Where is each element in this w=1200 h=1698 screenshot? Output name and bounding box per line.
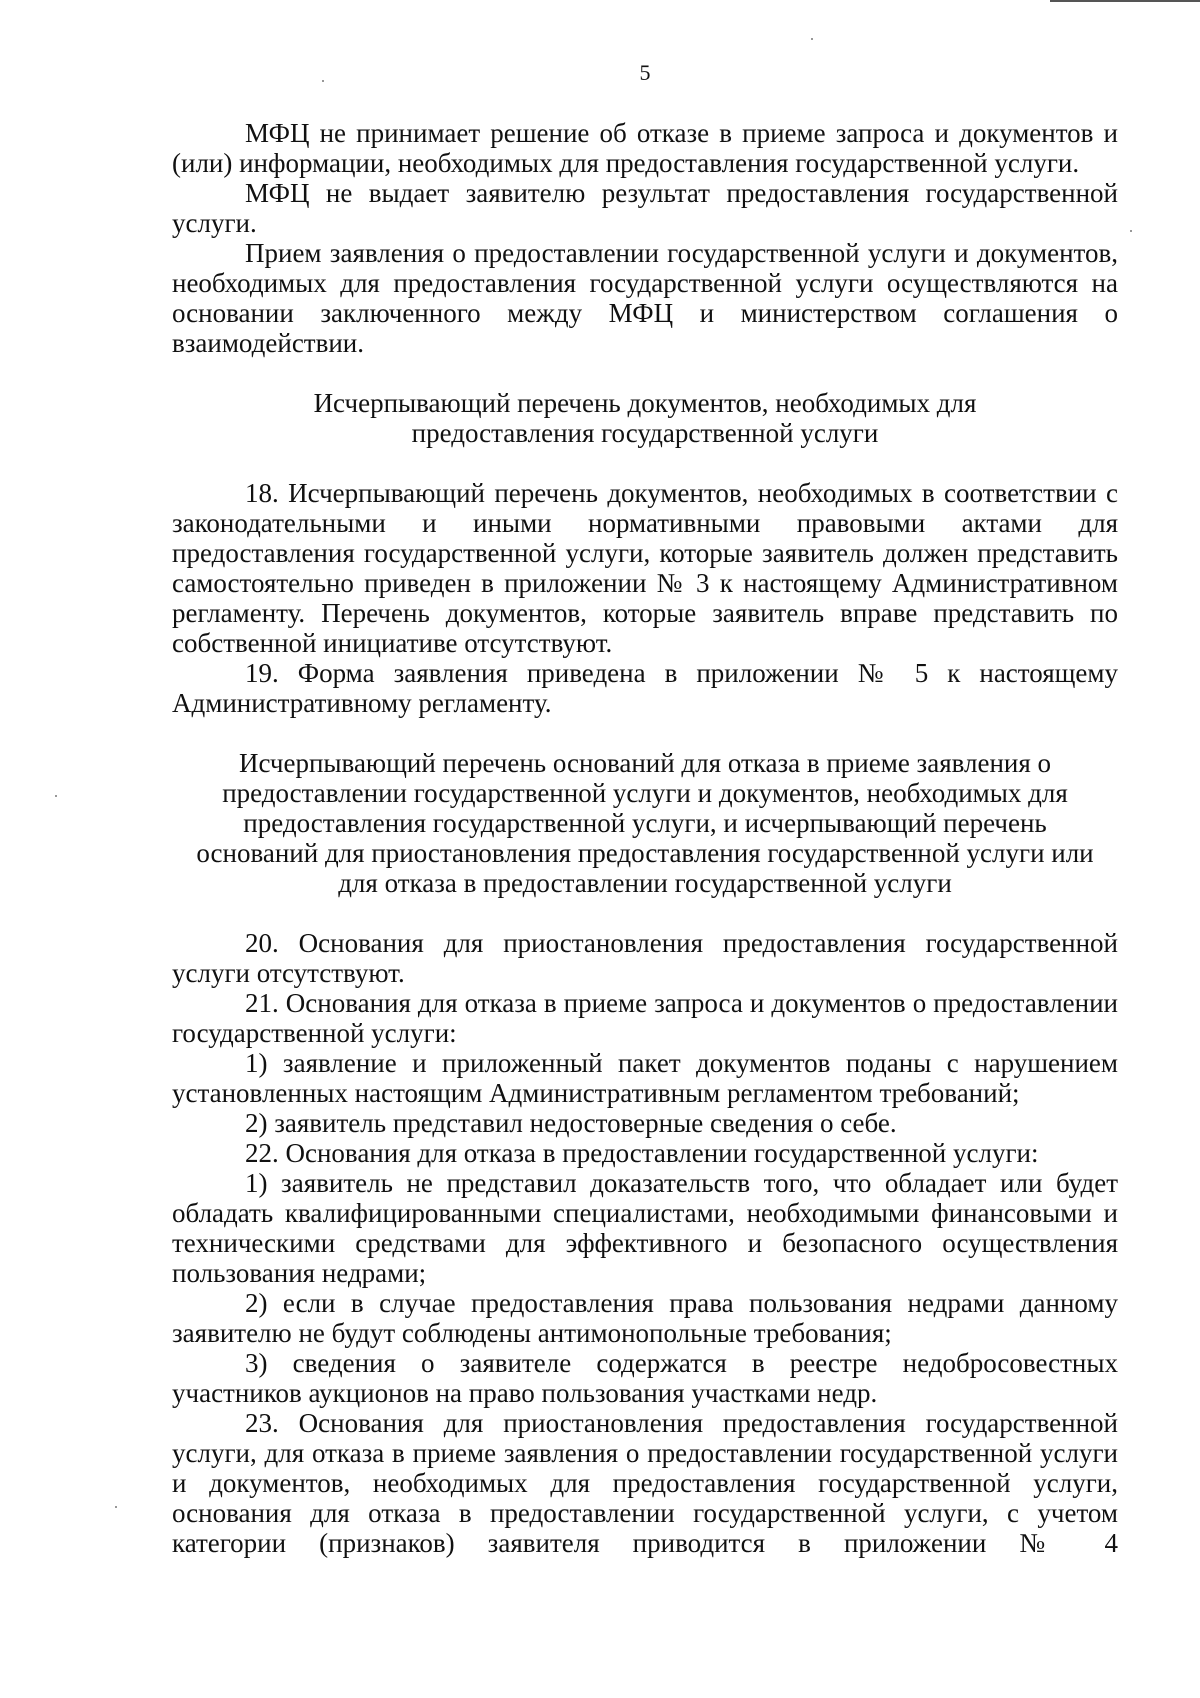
list-item: 2) если в случае предоставления права пользования недрами данному заявителю не будут соблюдены антимонопольные требования;: [172, 1288, 1118, 1348]
heading-line: для отказа в предоставлении государственной услуги: [338, 868, 952, 898]
scan-speck: [1130, 230, 1132, 232]
heading-line: предоставлении государственной услуги и документов, необходимых для: [222, 778, 1068, 808]
heading-line: предоставления государственной услуги, и исчерпывающий перечень: [243, 808, 1047, 838]
heading-line: Исчерпывающий перечень документов, необходимых для: [313, 388, 977, 418]
paragraph: 22. Основания для отказа в предоставлении государственной услуги:: [245, 1138, 1039, 1168]
paragraph: 23. Основания для приостановления предоставления государственной услуги, для отказа в приеме заявления о предоставлении государственной услуги и документов, необходимых для предоставления государственной услуги, основания для отказа в предоставлении государственной услуги, с учетом категории (признаков) заявителя приводится в приложении № 4: [172, 1408, 1118, 1558]
list-item: 3) сведения о заявителе содержатся в реестре недобросовестных участников аукционов на право пользования участками недр.: [172, 1348, 1118, 1408]
heading-line: оснований для приостановления предоставления государственной услуги или: [196, 838, 1094, 868]
paragraph: Прием заявления о предоставлении государственной услуги и документов, необходимых для предоставления государственной услуги осуществляются на основании заключенного между МФЦ и министерством соглашения о взаимодействии.: [172, 238, 1118, 358]
paragraph: 19. Форма заявления приведена в приложении № 5 к настоящему Административному регламенту.: [172, 658, 1118, 718]
section-heading: [172, 388, 1118, 448]
paragraph: МФЦ не принимает решение об отказе в приеме запроса и документов и (или) информации, необходимых для предоставления государственной услуги.: [172, 118, 1118, 178]
page-edge-line: [1050, 0, 1200, 2]
page-number: 5: [639, 60, 651, 85]
paragraph: 20. Основания для приостановления предоставления государственной услуги отсутствуют.: [172, 928, 1118, 988]
heading-line: предоставления государственной услуги: [411, 418, 879, 448]
paragraph: 18. Исчерпывающий перечень документов, необходимых в соответствии с законодательными и иными нормативными правовыми актами для предоставления государственной услуги, которые заявитель должен представить самостоятельно приведен в приложении № 3 к настоящему Административном регламенту. Перечень документов, которые заявитель вправе представить по собственной инициативе отсутствуют.: [172, 478, 1118, 658]
list-item: 1) заявитель не представил доказательств того, что обладает или будет обладать квалифицированными специалистами, необходимыми финансовыми и техническими средствами для эффективного и безопасного осуществления пользования недрами;: [172, 1168, 1118, 1288]
section-heading: [172, 748, 1118, 898]
heading-line: Исчерпывающий перечень оснований для отказа в приеме заявления о: [238, 748, 1052, 778]
scan-speck: [55, 795, 57, 797]
list-item: 1) заявление и приложенный пакет документов поданы с нарушением установленных настоящим Административным регламентом требований;: [172, 1048, 1118, 1108]
scan-speck: [811, 38, 813, 40]
list-item: 2) заявитель представил недостоверные сведения о себе.: [245, 1108, 897, 1138]
document-body: [172, 118, 1118, 1558]
scan-speck: [115, 1506, 117, 1508]
paragraph: МФЦ не выдает заявителю результат предоставления государственной услуги.: [172, 178, 1118, 238]
paragraph: 21. Основания для отказа в приеме запроса и документов о предоставлении государственной услуги:: [172, 988, 1118, 1048]
